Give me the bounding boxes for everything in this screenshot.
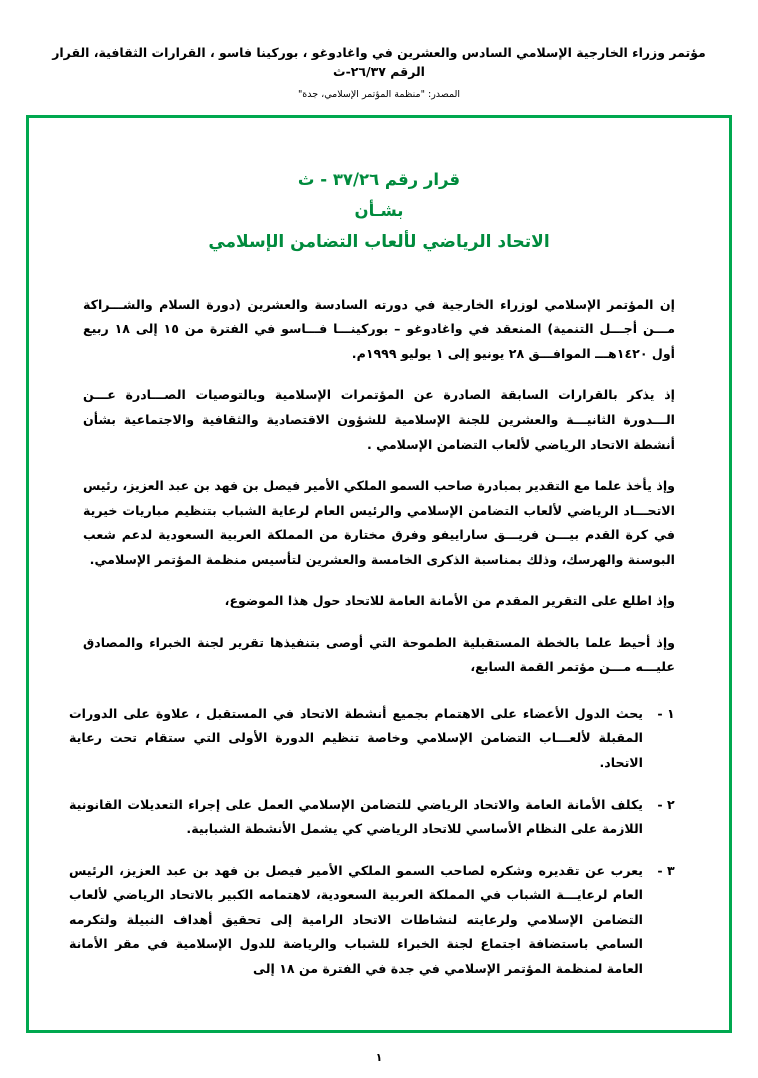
preamble-paragraphs <box>69 293 689 680</box>
list-item <box>69 793 689 842</box>
list-item-text: يكلف الأمانة العامة والاتحاد الرياضي للتضامن الإسلامي العمل على إجراء التعديلات القانونية اللازمة على النظام الأساسي للاتحاد الرياضي كي يشمل الأنشطة الشبابية. <box>69 796 643 837</box>
numbered-clauses <box>69 702 689 981</box>
document-header <box>0 0 758 101</box>
resolution-title-block <box>69 164 689 259</box>
resolution-subject: الاتحاد الرياضي لألعاب التضامن الإسلامي <box>208 232 550 253</box>
list-item-number: ٣ - <box>657 862 675 878</box>
list-item-number: ١ - <box>657 705 675 721</box>
list-item-text: يحث الدول الأعضاء على الاهتمام بجميع أنشطة الاتحاد في المستقبل ، علاوة على الدورات المقبلة لألعـــاب التضامن الإسلامي وخاصة تنظيم الدورة الأولى التي ستقام تحت رعاية الاتحاد. <box>69 705 643 770</box>
list-item-text: يعرب عن تقديره وشكره لصاحب السمو الملكي الأمير فيصل بن فهد بن عبد العزيز، الرئيس العام لرعايـــة الشباب في المملكة العربية السعودية، لاهتمامه الكبير بالاتحاد الرياضي لألعاب التضامن الإسلامي ولرعايته لنشاطات الاتحاد الرامية إلى تحقيق أهداف النبيلة ولتكرمه السامي باستضافة اجتماع لجنة الخبراء للشباب والرياضة للدول الإسلامية في مقر الأمانة العامة لمنظمة المؤتمر الإسلامي في جدة في الفترة من ١٨ إلى <box>69 862 643 976</box>
paragraph: وإذ يأخذ علما مع التقدير بمبادرة صاحب السمو الملكي الأمير فيصل بن فهد بن عبد العزيز، رئيس الاتحـــاد الرياضي لألعاب التضامن الإسلامي والرئيس العام لرعاية الشباب بتنظيم مباريات خيرية في كرة القدم بيـــن فريـــق ساراييفو وفرق مختارة من المملكة العربية السعودية لدعم شعب البوسنة والهرسك، وذلك بمناسبة الذكرى الخامسة والعشرين لتأسيس منظمة المؤتمر الإسلامي. <box>83 478 675 567</box>
list-item <box>69 859 689 982</box>
page-number: ١ <box>375 1051 383 1064</box>
paragraph: وإذ أحيط علما بالخطة المستقبلية الطموحة التي أوصى بتنفيذها تقرير لجنة الخبراء والمصادق عليـــه مـــن مؤتمر القمة السابع، <box>83 634 675 675</box>
header-title: مؤتمر وزراء الخارجية الإسلامي السادس والعشرين في واغادوغو ، بوركينا فاسو ، القرارات الثقافية، القرار الرقم ٢٦/٣٧-ث <box>52 45 706 79</box>
paragraph: إن المؤتمر الإسلامي لوزراء الخارجية في دورته السادسة والعشرين (دورة السلام والشـــراكة مـــن أجـــل التنمية) المنعقد في واغادوغو – بوركينـــا فـــاسو في الفترة من ١٥ إلى ١٨ ربيع أول ١٤٢٠هـــ الموافـــق ٢٨ يونيو إلى ١ يوليو ١٩٩٩م. <box>83 296 675 361</box>
paragraph: إذ يذكر بالقرارات السابقة الصادرة عن المؤتمرات الإسلامية وبالتوصيات الصـــادرة عـــن الـــدورة الثانيـــة والعشرين للجنة الإسلامية للشؤون الاقتصادية والثقافية والاجتماعية بشأن أنشطة الاتحاد الرياضي لألعاب التضامن الإسلامي . <box>83 387 675 452</box>
paragraph: وإذ اطلع على التقرير المقدم من الأمانة العامة للاتحاد حول هذا الموضوع، <box>224 593 675 609</box>
list-item-number: ٢ - <box>657 796 675 812</box>
resolution-number: قرار رقم ٣٧/٢٦ - ث <box>297 169 461 189</box>
header-source: المصدر: "منظمة المؤتمر الإسلامي، جدة" <box>297 88 461 100</box>
list-item <box>69 702 689 776</box>
content-frame <box>26 115 732 1033</box>
resolution-subject-label: بشـأن <box>354 201 404 221</box>
